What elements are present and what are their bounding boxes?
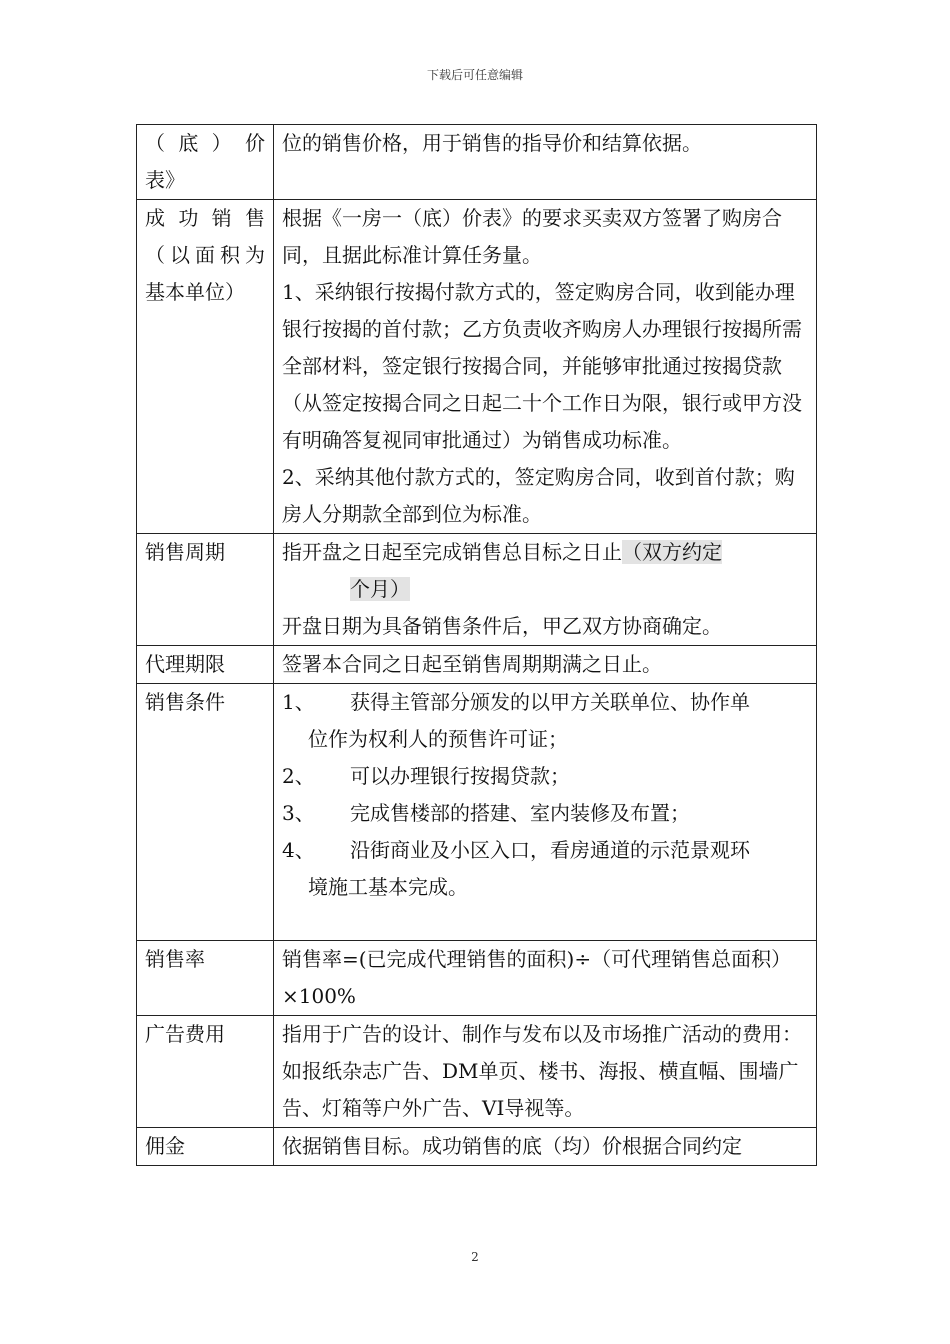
definition-cell: [274, 1016, 817, 1128]
page-number: 2: [471, 1250, 479, 1264]
definition-paragraph: 2、采纳其他付款方式的，签定购房合同，收到首付款；购房人分期款全部到位为标准。: [282, 465, 795, 526]
term-cell: [137, 125, 274, 200]
definition-cell: [274, 200, 817, 534]
term-cell: [137, 200, 274, 534]
term-cell: [137, 534, 274, 646]
definition-cell: [274, 646, 817, 684]
list-item-continuation: 境施工基本完成。: [308, 875, 468, 899]
table-row: [137, 1128, 817, 1166]
term-line: 销售率: [145, 947, 205, 971]
definition-paragraph: 指用于广告的设计、制作与发布以及市场推广活动的费用：如报纸杂志广告、DM单页、楼书、海报、横直幅、围墙广告、灯箱等户外广告、VI导视等。: [282, 1022, 802, 1120]
table-row: [137, 684, 817, 941]
table-row: [137, 1016, 817, 1128]
highlighted-text: （双方约定: [622, 540, 722, 564]
list-item: 4、 沿街商业及小区入口，看房通道的示范景观环: [282, 838, 750, 862]
term-line: 基本单位）: [145, 280, 245, 304]
table-row: [137, 534, 817, 646]
list-item-continuation: 位作为权利人的预售许可证；: [308, 727, 568, 751]
term-line: 表》: [145, 168, 185, 192]
term-line: 代理期限: [145, 652, 225, 676]
definition-paragraph: 根据《一房一（底）价表》的要求买卖双方签署了购房合同，且据此标准计算任务量。: [282, 206, 782, 267]
term-line: （底）价: [145, 131, 265, 155]
definition-cell: [274, 534, 817, 646]
definition-paragraph: 签署本合同之日起至销售周期期满之日止。: [282, 652, 662, 676]
definition-cell: [274, 941, 817, 1016]
definition-paragraph: 销售率=(已完成代理销售的面积)÷（可代理销售总面积）×100%: [282, 947, 792, 1008]
term-line: 销售条件: [145, 690, 225, 714]
term-line: （以面积为: [145, 243, 265, 267]
term-line: 成功销售: [145, 206, 265, 230]
definition-cell: [274, 1128, 817, 1166]
definition-paragraph: 1、采纳银行按揭付款方式的，签定购房合同，收到能办理银行按揭的首付款；乙方负责收齐购房人办理银行按揭所需全部材料，签定银行按揭合同，并能够审批通过按揭贷款（从签定按揭合同之日起二十个工作日为限，银行或甲方没有明确答复视同审批通过）为销售成功标准。: [282, 280, 802, 452]
table-row: [137, 646, 817, 684]
table-row: [137, 200, 817, 534]
definition-cell: [274, 684, 817, 941]
definition-paragraph: 依据销售目标。成功销售的底（均）价根据合同约定: [282, 1134, 742, 1158]
definition-paragraph: 开盘日期为具备销售条件后，甲乙双方协商确定。: [282, 614, 722, 638]
term-cell: [137, 941, 274, 1016]
page-header: 下载后可任意编辑: [426, 68, 523, 82]
list-item: 3、 完成售楼部的搭建、室内装修及布置；: [282, 801, 690, 825]
term-cell: [137, 1128, 274, 1166]
term-line: 销售周期: [145, 540, 225, 564]
list-item: 2、 可以办理银行按揭贷款；: [282, 764, 570, 788]
definition-paragraph: 位的销售价格，用于销售的指导价和结算依据。: [282, 131, 702, 155]
list-item: 1、 获得主管部分颁发的以甲方关联单位、协作单: [282, 690, 750, 714]
definition-text: 指开盘之日起至完成销售总目标之日止: [282, 540, 622, 564]
term-cell: [137, 1016, 274, 1128]
term-line: 广告费用: [145, 1022, 225, 1046]
term-line: 佣金: [145, 1134, 185, 1158]
term-cell: [137, 684, 274, 941]
definition-cell: [274, 125, 817, 200]
table-row: [137, 125, 817, 200]
contract-terms-table: [136, 124, 817, 1166]
table-row: [137, 941, 817, 1016]
term-cell: [137, 646, 274, 684]
highlighted-text: 个月）: [350, 577, 410, 601]
